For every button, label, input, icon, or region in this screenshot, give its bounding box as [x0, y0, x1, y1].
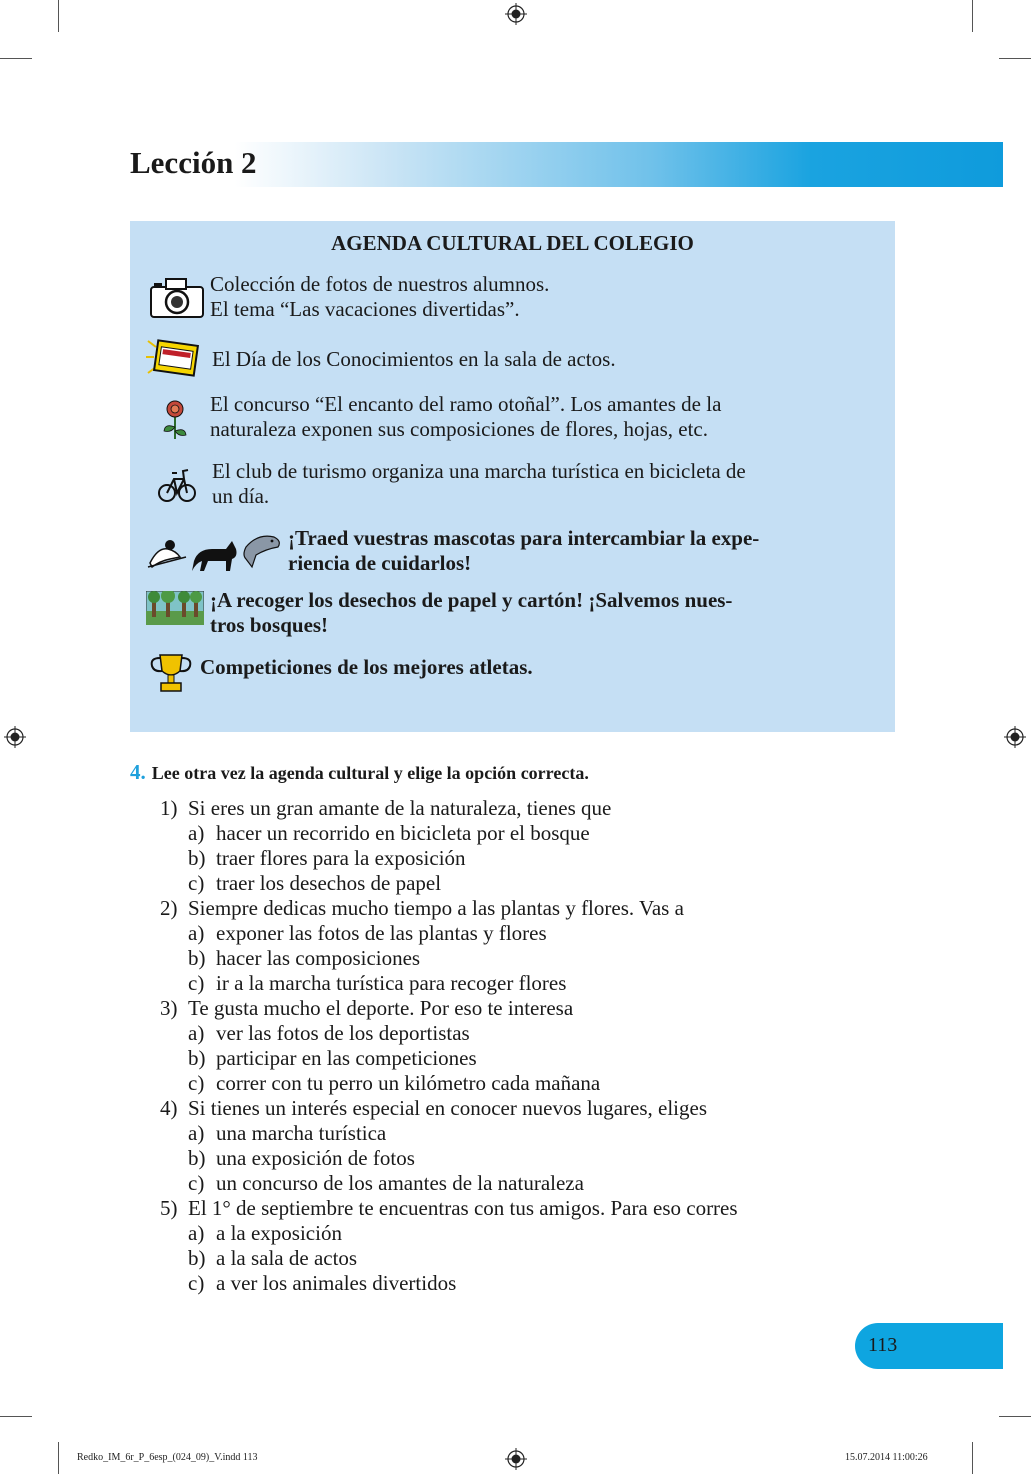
option-text: traer flores para la exposición [216, 846, 466, 870]
question [160, 996, 573, 1021]
answer-option[interactable] [188, 971, 566, 996]
agenda-item-line: naturaleza exponen sus composiciones de flores, hojas, etc. [210, 417, 709, 441]
agenda-item-line: El concurso “El encanto del ramo otoñal”. Los amantes de la [210, 392, 722, 416]
option-letter: b) [188, 946, 206, 970]
question-number: 2) [160, 896, 178, 920]
footer-filename: Redko_IM_6r_P_6esp_(024_09)_V.indd 113 [77, 1452, 258, 1463]
crop-mark [58, 0, 59, 32]
option-letter: b) [188, 1046, 206, 1070]
answer-option[interactable] [188, 921, 547, 946]
flower-bouquet-icon [160, 397, 190, 441]
registration-mark-icon [4, 726, 26, 748]
answer-option[interactable] [188, 1146, 415, 1171]
agenda-item-line: tros bosques! [210, 613, 329, 637]
agenda-item-line: ¡A recoger los desechos de papel y cartón! ¡Salvemos nues- [210, 588, 733, 612]
option-letter: a) [188, 1221, 205, 1245]
agenda-item-line: Competiciones de los mejores atletas. [200, 655, 533, 679]
question-number: 4) [160, 1096, 178, 1120]
answer-option[interactable] [188, 1071, 600, 1096]
option-letter: c) [188, 1171, 205, 1195]
lesson-title: Lección 2 [130, 145, 257, 180]
option-letter: b) [188, 1146, 206, 1170]
option-text: hacer un recorrido en bicicleta por el bosque [216, 821, 590, 845]
registration-mark-icon [1004, 726, 1026, 748]
option-letter: a) [188, 821, 205, 845]
option-text: a ver los animales divertidos [216, 1271, 457, 1295]
pets-icon [146, 527, 284, 573]
question-text: Te gusta mucho el deporte. Por eso te interesa [188, 996, 574, 1020]
question-text: Si tienes un interés especial en conocer nuevos lugares, eliges [188, 1096, 707, 1120]
page-number: 113 [868, 1334, 898, 1356]
agenda-item-photos [210, 272, 549, 322]
option-text: exponer las fotos de las plantas y flores [216, 921, 547, 945]
option-letter: a) [188, 1121, 205, 1145]
crop-mark [999, 1416, 1031, 1417]
answer-option[interactable] [188, 946, 420, 971]
agenda-item-line: El club de turismo organiza una marcha turística en bicicleta de [212, 459, 746, 483]
option-letter: b) [188, 1246, 206, 1270]
agenda-item-line: El tema “Las vacaciones divertidas”. [210, 297, 520, 321]
exercise-instruction: Lee otra vez la agenda cultural y elige la opción correcta. [151, 763, 589, 783]
agenda-item-contest [210, 392, 721, 442]
registration-mark-icon [505, 1448, 527, 1470]
question-text: El 1° de septiembre te encuentras con tus amigos. Para eso corres [188, 1196, 738, 1220]
option-letter: c) [188, 871, 205, 895]
agenda-item-line: un día. [212, 484, 270, 508]
answer-option[interactable] [188, 1171, 584, 1196]
option-text: ir a la marcha turística para recoger flores [216, 971, 567, 995]
agenda-item-recycling [210, 588, 732, 638]
option-letter: a) [188, 921, 205, 945]
option-text: a la sala de actos [216, 1246, 358, 1270]
agenda-title: AGENDA CULTURAL DEL COLEGIO [331, 231, 694, 255]
answer-option[interactable] [188, 1271, 456, 1296]
option-letter: a) [188, 1021, 205, 1045]
footer-datetime: 15.07.2014 11:00:26 [845, 1452, 928, 1463]
option-text: una marcha turística [216, 1121, 387, 1145]
question-number: 5) [160, 1196, 178, 1220]
exercise-heading [130, 760, 589, 785]
trophy-icon [148, 651, 194, 695]
answer-option[interactable] [188, 1021, 470, 1046]
crop-mark [0, 58, 32, 59]
option-letter: c) [188, 1271, 205, 1295]
agenda-item-tourism [212, 459, 746, 509]
crop-mark [972, 0, 973, 32]
question [160, 796, 611, 821]
option-letter: c) [188, 971, 205, 995]
crop-mark [999, 58, 1031, 59]
agenda-box [130, 221, 895, 732]
option-text: hacer las composiciones [216, 946, 421, 970]
exercise-number: 4. [130, 760, 146, 784]
answer-option[interactable] [188, 821, 590, 846]
agenda-item-line: riencia de cuidarlos! [288, 551, 472, 575]
question-number: 3) [160, 996, 178, 1020]
forest-icon [146, 591, 204, 625]
registration-mark-icon [505, 3, 527, 25]
agenda-item-line: Colección de fotos de nuestros alumnos. [210, 272, 550, 296]
answer-option[interactable] [188, 1246, 357, 1271]
answer-option[interactable] [188, 1221, 342, 1246]
agenda-item-athletes [200, 655, 533, 680]
crop-mark [972, 1442, 973, 1474]
option-text: a la exposición [216, 1221, 342, 1245]
answer-option[interactable] [188, 1121, 386, 1146]
crop-mark [0, 1416, 32, 1417]
question [160, 1196, 738, 1221]
bicycle-icon [158, 461, 196, 503]
agenda-item-knowledge-day [212, 347, 616, 372]
option-text: un concurso de los amantes de la naturaleza [216, 1171, 584, 1195]
option-text: traer los desechos de papel [216, 871, 442, 895]
agenda-item-line: El Día de los Conocimientos en la sala de actos. [212, 347, 616, 371]
question [160, 896, 684, 921]
option-letter: b) [188, 846, 206, 870]
option-text: participar en las competiciones [216, 1046, 477, 1070]
question [160, 1096, 707, 1121]
answer-option[interactable] [188, 871, 441, 896]
option-text: una exposición de fotos [216, 1146, 415, 1170]
option-text: correr con tu perro un kilómetro cada mañana [216, 1071, 601, 1095]
option-letter: c) [188, 1071, 205, 1095]
agenda-item-line: ¡Traed vuestras mascotas para intercambiar la expe- [288, 526, 760, 550]
answer-option[interactable] [188, 1046, 477, 1071]
question-number: 1) [160, 796, 178, 820]
agenda-item-pets [288, 526, 759, 576]
calendar-icon [146, 335, 200, 379]
camera-icon [148, 275, 206, 319]
question-text: Siempre dedicas mucho tiempo a las plantas y flores. Vas a [188, 896, 684, 920]
crop-mark [58, 1442, 59, 1474]
question-text: Si eres un gran amante de la naturaleza, tienes que [188, 796, 612, 820]
answer-option[interactable] [188, 846, 466, 871]
option-text: ver las fotos de los deportistas [216, 1021, 470, 1045]
lesson-header-bar [130, 142, 1003, 187]
